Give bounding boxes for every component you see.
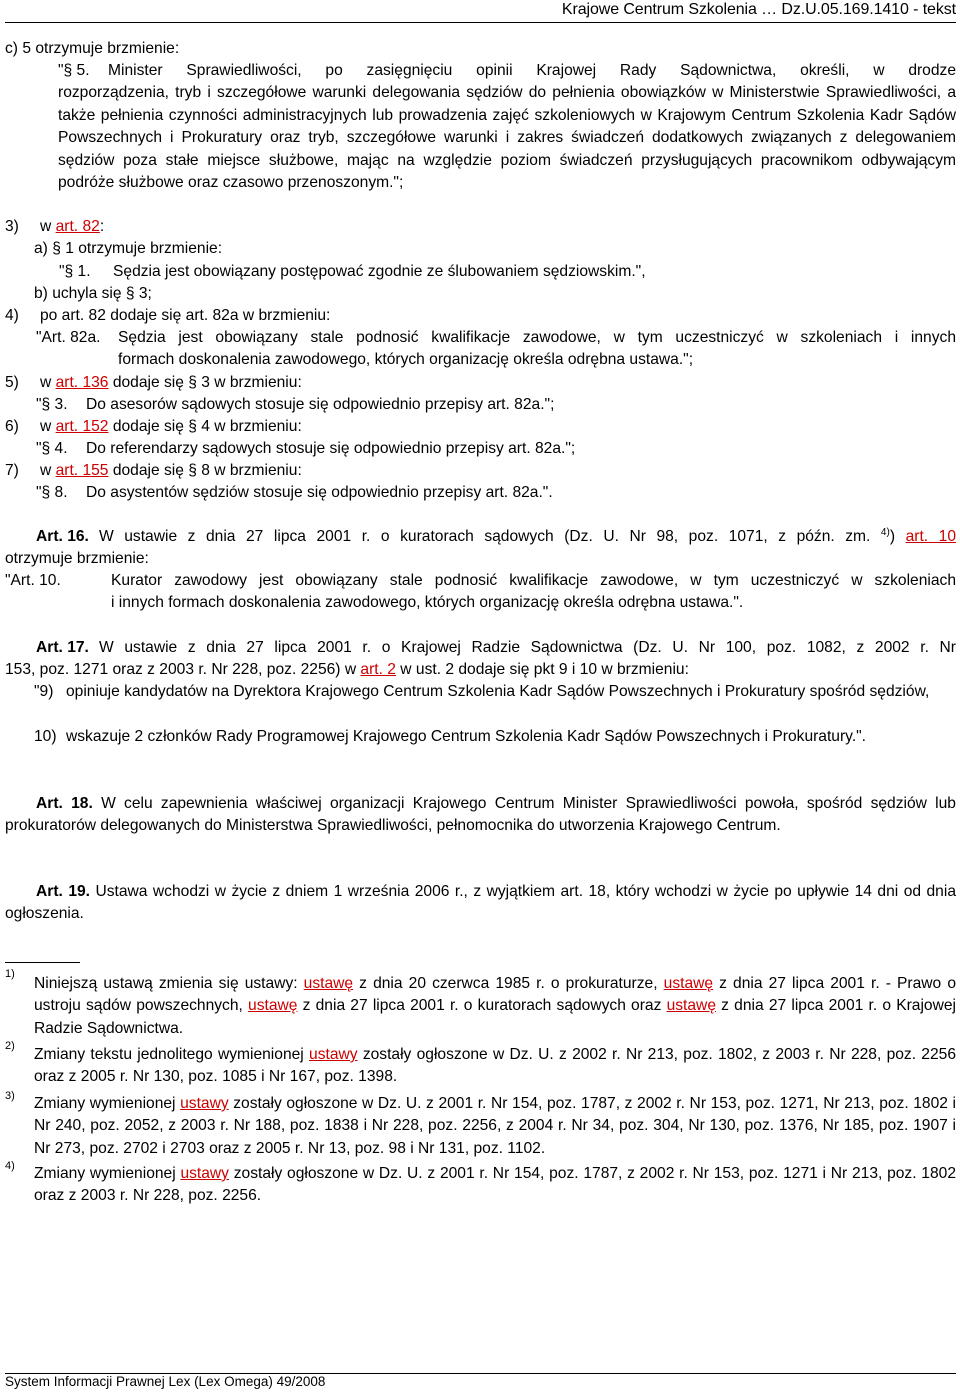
article-17-label: Art. 17.	[36, 639, 89, 656]
item-3-suffix: :	[99, 218, 105, 235]
item-3	[5, 216, 104, 238]
item-3a-quote-number: "§ 1.	[59, 263, 91, 280]
link-ustawy-footnote-3[interactable]: ustawy	[180, 1095, 229, 1112]
footnote-1-text3: z dnia 27 lipca 2001 r. - Prawo o ustroju sądów powszechnych,	[34, 975, 956, 1015]
article-17	[5, 637, 956, 682]
point-10-number: 10)	[34, 728, 57, 745]
link-ustawa-kuratorzy[interactable]: ustawę	[248, 997, 298, 1015]
point-10-text: wskazuje 2 członków Rady Programowej Krajowego Centrum Szkolenia Kadr Sądów Powszechnych i Prokuratury.".	[66, 728, 867, 745]
item-5-number: 5)	[5, 374, 19, 391]
article-82a-number: "Art. 82a.	[36, 329, 101, 346]
item-6-prefix: w	[40, 418, 56, 435]
link-art-2[interactable]: art. 2	[360, 661, 396, 679]
article-16-line1	[99, 526, 956, 548]
article-17-line2-suffix: w ust. 2 dodaje się pkt 9 i 10 w brzmieniu:	[395, 661, 689, 679]
footnote-3	[34, 1093, 956, 1160]
item-3a: a) § 1 otrzymuje brzmienie:	[34, 240, 223, 257]
item-6-suffix: dodaje się § 4 w brzmieniu:	[108, 418, 302, 435]
item-6-quote	[36, 438, 575, 460]
link-ustawa-sady-powszechne[interactable]: ustawę	[663, 975, 714, 992]
item-3a-quote-text: Sędzia jest obowiązany postępować zgodnie ze ślubowaniem sędziowskim.",	[113, 263, 646, 280]
link-ustawy-footnote-4[interactable]: ustawy	[180, 1165, 229, 1182]
article-16	[5, 526, 956, 571]
article-18-text: W celu zapewnienia właściwej organizacji Krajowego Centrum Minister Sprawiedliwości powoła, spośród sędziów lub prokuratorów delegowanych do Ministerstwa Sprawiedliwości, pełnomocnika do utworzenia Krajowego Centrum.	[5, 795, 956, 835]
footnote-4-text2: zostały ogłoszone w Dz. U. z 2001 r. Nr 154, poz. 1787, z 2002 r. Nr 153, poz. 1271 i Nr 213, poz. 1802 oraz z 2003 r. Nr 228, poz. 2256.	[34, 1165, 956, 1205]
footnote-separator	[5, 962, 80, 963]
footnote-2-marker: 2)	[5, 1040, 15, 1052]
article-82a-line1: Sędzia jest obowiązany stale podnosić kwalifikacje zawodowe, w tym uczestniczyć w szkoleniach i innych	[118, 329, 956, 346]
article-18	[5, 793, 956, 838]
item-3b: b) uchyla się § 3;	[34, 285, 152, 302]
paragraph-5-text: rozporządzenia, tryb i szczegółowe warunki delegowania sędziów do pełnienia obowiązków w Ministerstwie Sprawiedliwości, a także pełnienia czynności administracyjnych lub prowadzenia zajęć szkoleniowych w Krajowym Centrum Szkolenia Kadr Sądów Powszechnych i Prokuratury oraz tryb, szczegółowe warunki i zakres świadczeń dodatkowych związanych z delegowaniem sędziów poza stałe miejsce służbowe, mając na względzie poziom świadczeń przysługujących pracownikom odbywającym podróże służbowe oraz czasowo przenoszonym.";	[58, 84, 956, 192]
footnote-2-text2: zostały ogłoszone w Dz. U. z 2002 r. Nr 213, poz. 1802, z 2003 r. Nr 228, poz. 2256 oraz z 2005 r. Nr 130, poz. 1085 i Nr 167, poz. 1398.	[34, 1046, 956, 1086]
paragraph-5-line1: Minister Sprawiedliwości, po zasięgnięciu opinii Krajowej Rady Sądownictwa, określi, w drodze	[108, 62, 956, 79]
point-9-text: opiniuje kandydatów na Dyrektora Krajowego Centrum Szkolenia Kadr Sądów Powszechnych i Prokuratury spośród sędziów,	[66, 683, 930, 700]
article-16-line2: otrzymuje brzmienie:	[5, 550, 149, 568]
footnote-1-text2: z dnia 20 czerwca 1985 r. o prokuraturze,	[353, 975, 664, 992]
page-header: Krajowe Centrum Szkolenia … Dz.U.05.169.1410 - tekst	[561, 1, 956, 18]
article-17-line1: W ustawie z dnia 27 lipca 2001 r. o Krajowej Radzie Sądownictwa (Dz. U. Nr 100, poz. 1082, z 2002 r. Nr	[99, 639, 956, 656]
footnote-3-text2: zostały ogłoszone w Dz. U. z 2001 r. Nr 154, poz. 1787, z 2002 r. Nr 153, poz. 1271, Nr 213, poz. 1802 i Nr 240, poz. 2052, z 2003 r. Nr 188, poz. 1838 i Nr 228, poz. 2256, z 2004 r. Nr 34, poz. 304, Nr 130, poz. 1376, Nr 185, poz. 1907 i Nr 273, poz. 2702 i 2703 oraz z 2005 r. Nr 13, poz. 98 i Nr 131, poz. 1102.	[34, 1095, 957, 1157]
article-82a-line2: formach doskonalenia zawodowego, których organizację określa odrębna ustawa.";	[118, 351, 694, 369]
article-10-quote-number: "Art. 10.	[5, 572, 61, 589]
link-ustawy-footnote-2[interactable]: ustawy	[309, 1046, 358, 1063]
item-6-quote-number: "§ 4.	[36, 440, 68, 457]
item-3-number: 3)	[5, 218, 19, 235]
article-82a	[36, 327, 956, 372]
amendment-c-line: c) 5 otrzymuje brzmienie:	[5, 40, 180, 57]
item-3-prefix: w	[40, 218, 56, 235]
item-5	[5, 372, 302, 394]
article-16-label: Art. 16.	[36, 528, 89, 545]
footnote-3-marker: 3)	[5, 1090, 15, 1102]
item-4-text: po art. 82 dodaje się art. 82a w brzmieniu:	[40, 307, 331, 324]
item-7-prefix: w	[40, 462, 56, 479]
point-9-number: "9)	[34, 683, 54, 700]
link-art-136[interactable]: art. 136	[55, 374, 109, 391]
footnote-3-text1: Zmiany wymienionej	[34, 1095, 181, 1112]
item-7-quote	[36, 482, 553, 504]
paragraph-5	[58, 60, 956, 194]
footnote-1	[34, 973, 956, 1040]
article-16-close-paren: )	[889, 528, 896, 545]
item-6	[5, 416, 302, 438]
article-18-label: Art. 18.	[36, 795, 93, 812]
article-10-quote	[5, 570, 956, 615]
footnote-4-text1: Zmiany wymienionej	[34, 1165, 181, 1182]
footnote-ref-4[interactable]: 4)	[880, 526, 890, 538]
item-7	[5, 460, 302, 482]
link-art-155[interactable]: art. 155	[55, 462, 109, 479]
article-10-quote-line1: Kurator zawodowy jest obowiązany stale podnosić kwalifikacje zawodowe, w tym uczestniczyć w szkoleniach	[111, 572, 956, 589]
link-art-82[interactable]: art. 82	[55, 218, 100, 235]
document-page	[5, 0, 956, 1392]
page-footer: System Informacji Prawnej Lex (Lex Omega) 49/2008	[5, 1374, 326, 1389]
article-17-point-10	[34, 726, 956, 748]
article-17-line2-prefix: 153, poz. 1271 oraz z 2003 r. Nr 228, poz. 2256) w	[5, 661, 361, 679]
footnote-2-text1: Zmiany tekstu jednolitego wymienionej	[34, 1046, 310, 1063]
article-10-quote-line2: i innych formach doskonalenia zawodowego, których organizację określa odrębna ustawa.".	[111, 594, 744, 612]
article-19-text: Ustawa wchodzi w życie z dniem 1 września 2006 r., z wyjątkiem art. 18, który wchodzi w życie po upływie 14 dni od dnia ogłoszenia.	[5, 883, 956, 923]
article-16-line1-text: W ustawie z dnia 27 lipca 2001 r. o kuratorach sądowych (Dz. U. Nr 98, poz. 1071, z późn. zm.	[99, 528, 871, 545]
item-4-number: 4)	[5, 307, 19, 324]
link-art-10[interactable]: art. 10	[905, 528, 956, 545]
header-rule	[5, 22, 956, 23]
link-ustawa-krs[interactable]: ustawę	[666, 997, 716, 1015]
footnote-1-text5: z dnia 27 lipca 2001 r. o Krajowej Radzie Sądownictwa.	[34, 997, 956, 1037]
item-5-quote-number: "§ 3.	[36, 396, 68, 413]
article-17-line2	[5, 659, 956, 681]
item-5-prefix: w	[40, 374, 56, 391]
footnote-2	[34, 1044, 956, 1089]
footnote-1-text1: Niniejszą ustawą zmienia się ustawy:	[34, 975, 304, 992]
link-art-152[interactable]: art. 152	[55, 418, 109, 435]
item-4	[5, 305, 330, 327]
item-5-suffix: dodaje się § 3 w brzmieniu:	[108, 374, 302, 391]
paragraph-5-number: "§ 5.	[58, 62, 90, 79]
item-3a-quote	[59, 261, 646, 283]
item-6-number: 6)	[5, 418, 19, 435]
item-7-quote-number: "§ 8.	[36, 484, 68, 501]
item-5-quote	[36, 394, 554, 416]
footnote-1-text4: z dnia 27 lipca 2001 r. o kuratorach sądowych oraz	[297, 997, 667, 1015]
link-ustawa-prokuratura[interactable]: ustawę	[303, 975, 354, 992]
item-7-number: 7)	[5, 462, 19, 479]
item-5-quote-text: Do asesorów sądowych stosuje się odpowiednio przepisy art. 82a.";	[86, 396, 555, 413]
item-6-quote-text: Do referendarzy sądowych stosuje się odpowiednio przepisy art. 82a.";	[86, 440, 576, 457]
article-19-label: Art. 19.	[36, 883, 90, 900]
item-7-quote-text: Do asystentów sędziów stosuje się odpowiednio przepisy art. 82a.".	[86, 484, 553, 501]
article-17-point-9	[34, 681, 956, 703]
footnote-1-marker: 1)	[5, 968, 15, 980]
footnote-4-marker: 4)	[5, 1160, 15, 1172]
article-19	[5, 881, 956, 926]
item-7-suffix: dodaje się § 8 w brzmieniu:	[108, 462, 302, 479]
footnote-4	[34, 1163, 956, 1208]
